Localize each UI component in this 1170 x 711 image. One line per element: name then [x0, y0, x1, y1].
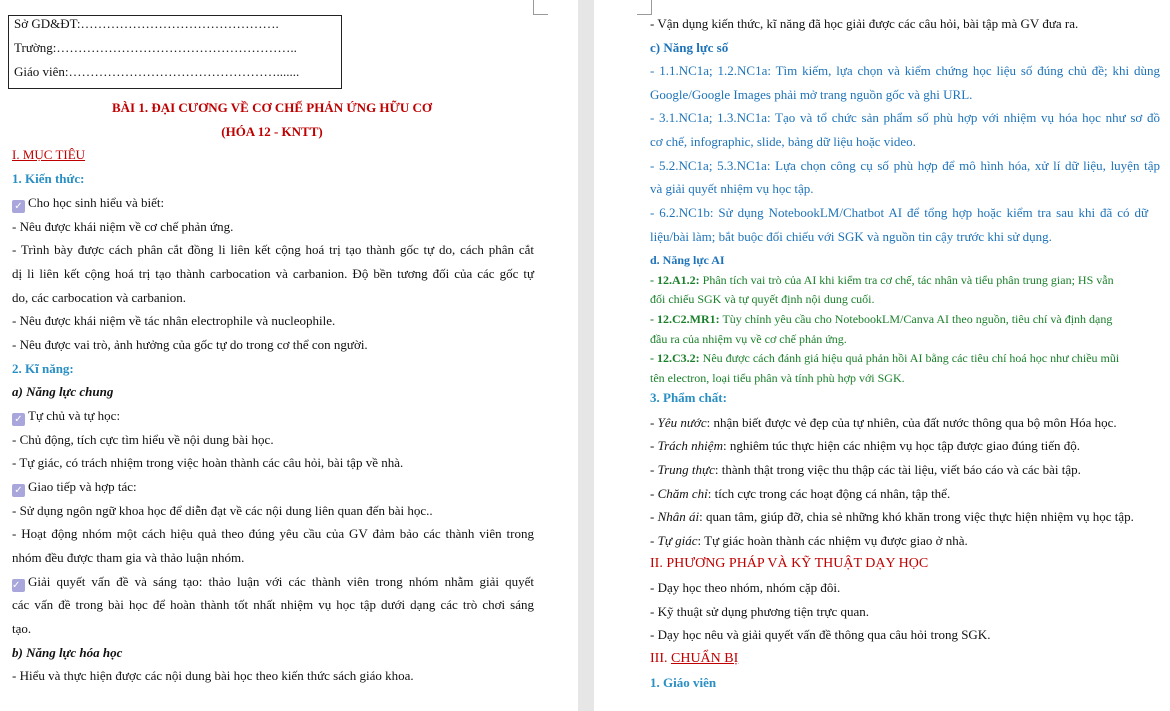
knowledge-intro: ✓ Cho học sinh hiểu và biết: [12, 195, 164, 213]
knowledge-item: - Nêu được vai trò, ảnh hưởng của gốc tự do trong cơ thể con người. [12, 337, 368, 352]
method-item: - Kỹ thuật sử dụng phương tiện trực quan. [650, 604, 870, 619]
document-page-left [0, 0, 578, 711]
ai-item: - 12.C2.MR1: Tùy chỉnh yêu cầu cho NotebookLM/Canva AI theo nguồn, tiêu chí và định dạng [650, 312, 1113, 326]
ai-item: tên electron, loại tiểu phân và tính phù hợp với SGK. [650, 371, 905, 385]
communication-item: - Sử dụng ngôn ngữ khoa học để diễn đạt về các nội dung liên quan đến bài học.. [12, 503, 433, 518]
digital-item: - 6.2.NC1b: Sử dụng NotebookLM/Chatbot AI để tổng hợp hoặc kiểm tra sau khi đã có dữ [650, 205, 1148, 220]
teacher-prep-heading: 1. Giáo viên [650, 675, 717, 690]
quality-item: - Trách nhiệm: nghiêm túc thực hiện các nhiệm vụ học tập được giao đúng tiến độ. [650, 438, 1081, 453]
digital-item: - 1.1.NC1a; 1.2.NC1a: Tìm kiếm, lựa chọn và kiểm chứng học liệu số đúng chủ đề; khi dùng [650, 63, 1160, 78]
lesson-title: BÀI 1. ĐẠI CƯƠNG VỀ CƠ CHẾ PHẢN ỨNG HỮU CƠ [111, 100, 433, 115]
self-study-heading: ✓ Tự chủ và tự học: [12, 408, 120, 426]
apply-item: - Vận dụng kiến thức, kĩ năng đã học giải được các câu hỏi, bài tập mà GV đưa ra. [650, 16, 1079, 31]
checkmark-icon: ✓ [12, 413, 25, 426]
checkmark-icon: ✓ [12, 200, 25, 213]
teacher-field: Giáo viên:…………………………………………....... [14, 64, 300, 79]
document-page-right [594, 0, 1170, 711]
problem-solving-heading: ✓ Giải quyết vấn đề và sáng tạo: thảo luận với các thành viên trong nhóm nhằm giải quyết [12, 574, 534, 591]
section-2-heading: II. PHƯƠNG PHÁP VÀ KỸ THUẬT DẠY HỌC [650, 556, 929, 571]
ai-item: đối chiếu SGK và tự quyết định nội dung cuối. [650, 292, 875, 306]
knowledge-item: do, các carbocation và carbanion. [12, 290, 186, 305]
quality-item: - Yêu nước: nhận biết được vẻ đẹp của tự nhiên, của đất nước thông qua bộ môn Hóa học. [650, 415, 1117, 430]
chemistry-item: - Hiểu và thực hiện được các nội dung bài học theo kiến thức sách giáo khoa. [12, 668, 414, 683]
general-competence-heading: a) Năng lực chung [12, 384, 114, 399]
ai-item: đầu ra của nhiệm vụ về cơ chế phản ứng. [650, 332, 847, 346]
knowledge-heading: 1. Kiến thức: [12, 171, 85, 186]
ai-heading: d. Năng lực AI [650, 253, 725, 267]
self-study-item: - Chủ động, tích cực tìm hiểu về nội dung bài học. [12, 432, 274, 447]
digital-item: cơ chế, infographic, slide, bảng dữ liệu hoặc video. [650, 134, 916, 149]
quality-item: - Chăm chỉ: tích cực trong các hoạt động cá nhân, tập thể. [650, 486, 951, 501]
knowledge-item: - Nêu được khái niệm về cơ chế phản ứng. [12, 219, 234, 234]
quality-item: - Tự giác: Tự giác hoàn thành các nhiệm vụ được giao ở nhà. [650, 533, 968, 548]
knowledge-item: - Trình bày được cách phân cắt đồng li liên kết cộng hoá trị tạo thành gốc tự do, cách phân cắt [12, 242, 534, 257]
school-field: Trường:……………………………………………….. [14, 40, 297, 55]
digital-item: - 3.1.NC1a; 1.3.NC1a: Tạo và tổ chức sản phẩm số phù hợp với nhiệm vụ hóa học như sơ đồ [650, 110, 1160, 125]
digital-item: và giải quyết nhiệm vụ học tập. [650, 181, 814, 196]
quality-item: - Nhân ái: quan tâm, giúp đỡ, chia sẻ những khó khăn trong việc thực hiện nhiệm vụ học tập. [650, 509, 1134, 524]
knowledge-item: dị li liên kết cộng hoá trị tạo thành carbocation và carbanion. Độ bền tương đối của các gốc tự [12, 266, 534, 281]
communication-item: - Hoạt động nhóm một cách hiệu quả theo đúng yêu cầu của GV đảm bảo các thành viên trong [12, 526, 534, 541]
skills-heading: 2. Kĩ năng: [12, 361, 74, 376]
qualities-heading: 3. Phẩm chất: [650, 390, 727, 405]
lesson-subtitle: (HÓA 12 - KNTT) [221, 124, 323, 139]
ai-item: - 12.C3.2: Nêu được cách đánh giá hiệu quả phản hồi AI bằng các tiêu chí hoá học như chiều mũi [650, 351, 1120, 365]
digital-item: - 5.2.NC1a; 5.3.NC1a: Lựa chọn công cụ số phù hợp để mô hình hóa, xử lí dữ liệu, luyện tập [650, 158, 1160, 173]
method-item: - Dạy học nêu và giải quyết vấn đề thông qua câu hỏi trong SGK. [650, 627, 991, 642]
checkmark-icon: ✓ [12, 579, 25, 592]
section-1-heading: I. MỤC TIÊU [12, 147, 86, 162]
self-study-item: - Tự giác, có trách nhiệm trong việc hoàn thành các câu hỏi, bài tập về nhà. [12, 455, 404, 470]
crop-mark [637, 0, 652, 15]
chemistry-competence-heading: b) Năng lực hóa học [12, 645, 123, 660]
method-item: - Dạy học theo nhóm, nhóm cặp đôi. [650, 580, 841, 595]
problem-solving-text: tạo. [12, 621, 32, 636]
section-3-heading: III. CHUẨN BỊ [650, 651, 739, 666]
ai-item: - 12.A1.2: Phân tích vai trò của AI khi kiểm tra cơ chế, tác nhân và tiểu phân trung gian; HS vẫn [650, 273, 1114, 287]
checkmark-icon: ✓ [12, 484, 25, 497]
digital-item: Google/Google Images phải mở trang nguồn gốc và ghi URL. [650, 87, 973, 102]
crop-mark [533, 0, 548, 15]
communication-heading: ✓ Giao tiếp và hợp tác: [12, 479, 137, 497]
digital-item: liệu/bài làm; bắt buộc đối chiếu với SGK và nguồn tin cậy trước khi sử dụng. [650, 229, 1052, 244]
department-field: Sở GD&ĐT:………………………………………. [14, 16, 279, 31]
communication-item: nhóm đều được tham gia và thảo luận nhóm. [12, 550, 245, 565]
knowledge-item: - Nêu được khái niệm về tác nhân electrophile và nucleophile. [12, 313, 336, 328]
problem-solving-text: các vấn đề trong bài học để hoàn thành tốt nhất nhiệm vụ học tập dưới dạng các trò chơi sáng [12, 597, 534, 612]
digital-heading: c) Năng lực số [650, 40, 729, 55]
quality-item: - Trung thực: thành thật trong việc thu thập các tài liệu, viết báo cáo và các bài tập. [650, 462, 1081, 477]
